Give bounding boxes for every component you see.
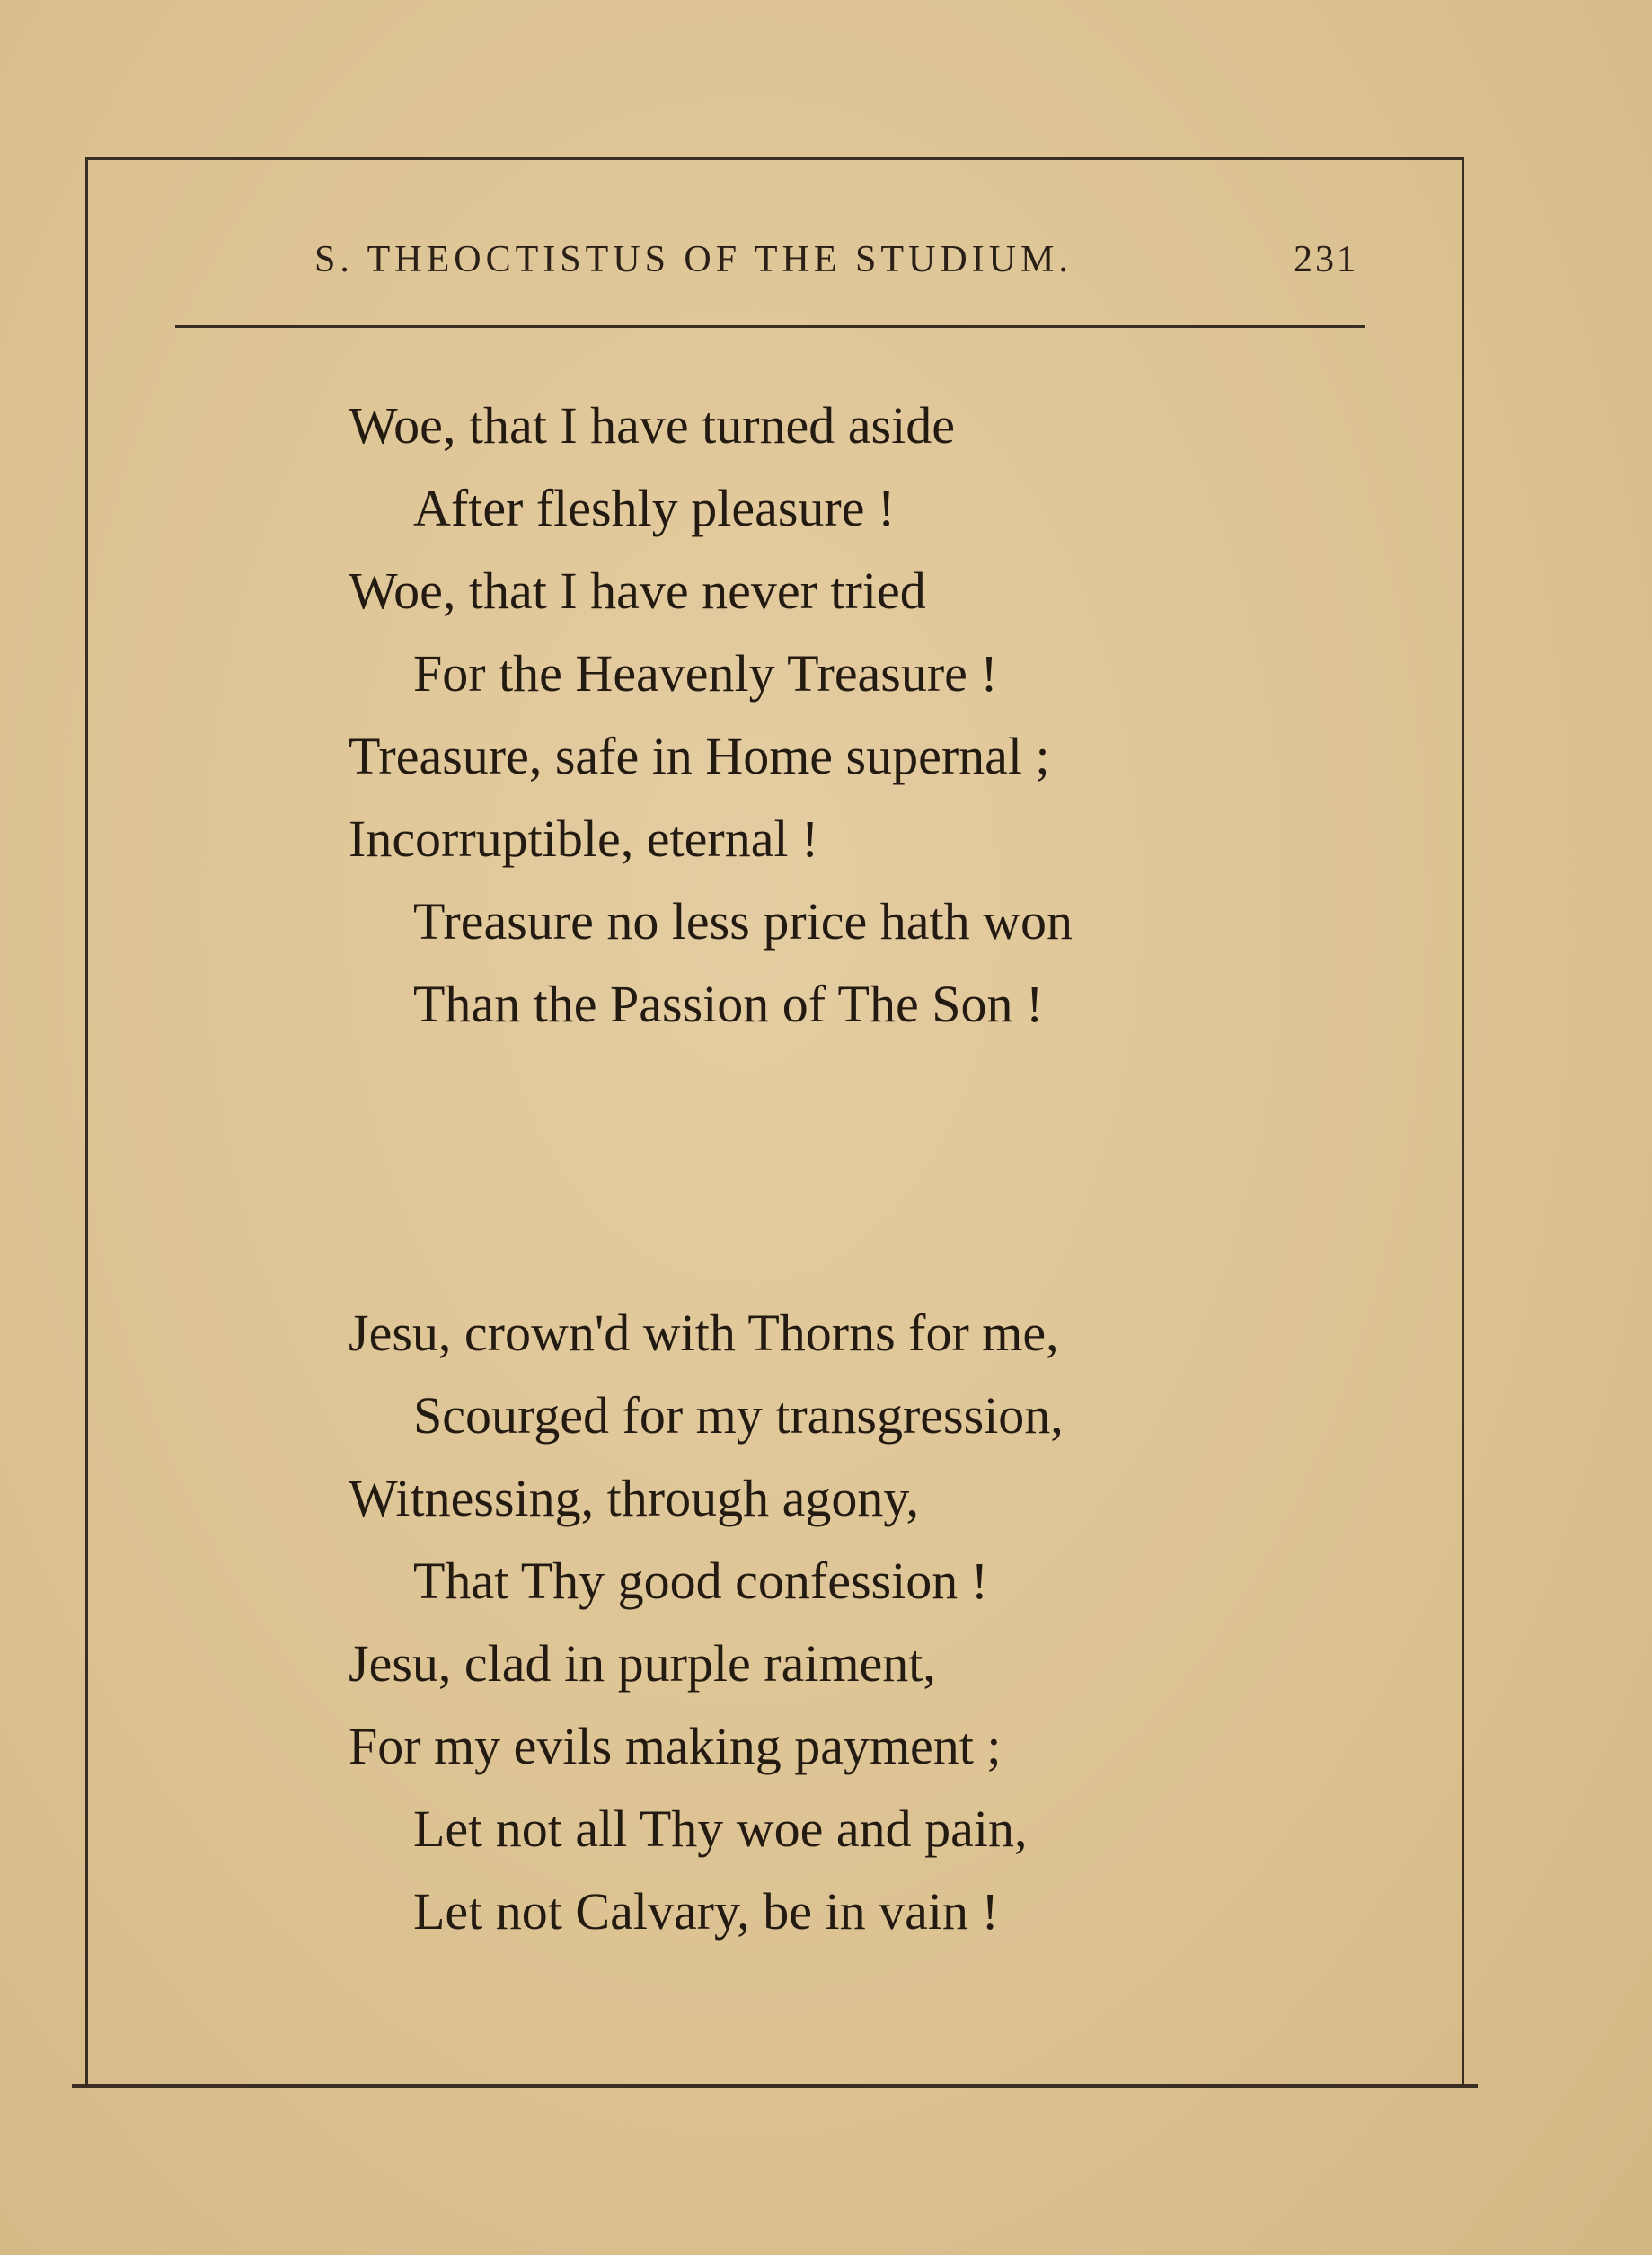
bottom-rule xyxy=(72,2084,1478,2088)
verse-line: Scourged for my transgression, xyxy=(413,1386,1064,1445)
verse-line: Woe, that I have never tried xyxy=(349,562,926,620)
verse-line: Witnessing, through agony, xyxy=(349,1469,920,1527)
verse-line: For my evils making payment ; xyxy=(349,1717,1002,1775)
verse-line: Jesu, clad in purple raiment, xyxy=(349,1634,936,1693)
verse-line: For the Heavenly Treasure ! xyxy=(413,644,998,703)
verse-line: Jesu, crown'd with Thorns for me, xyxy=(349,1304,1059,1362)
verse-line: That Thy good confession ! xyxy=(413,1552,989,1610)
verse-line: After fleshly pleasure ! xyxy=(413,479,896,537)
running-title: S. THEOCTISTUS OF THE STUDIUM. xyxy=(314,239,1073,280)
verse-line: Let not Calvary, be in vain ! xyxy=(413,1882,999,1941)
verse-line: Incorruptible, eternal ! xyxy=(349,809,819,868)
header-rule xyxy=(175,325,1365,328)
verse-line: Than the Passion of The Son ! xyxy=(413,975,1044,1033)
running-header xyxy=(314,238,1392,292)
verse-line: Let not all Thy woe and pain, xyxy=(413,1800,1028,1858)
verse-line: Treasure no less price hath won xyxy=(413,892,1073,951)
stanza-1 xyxy=(349,385,1382,1046)
page-number: 231 xyxy=(1294,239,1358,280)
verse-line: Woe, that I have turned aside xyxy=(349,396,955,455)
verse-line: Treasure, safe in Home supernal ; xyxy=(349,727,1050,785)
stanza-2 xyxy=(349,1292,1382,1953)
